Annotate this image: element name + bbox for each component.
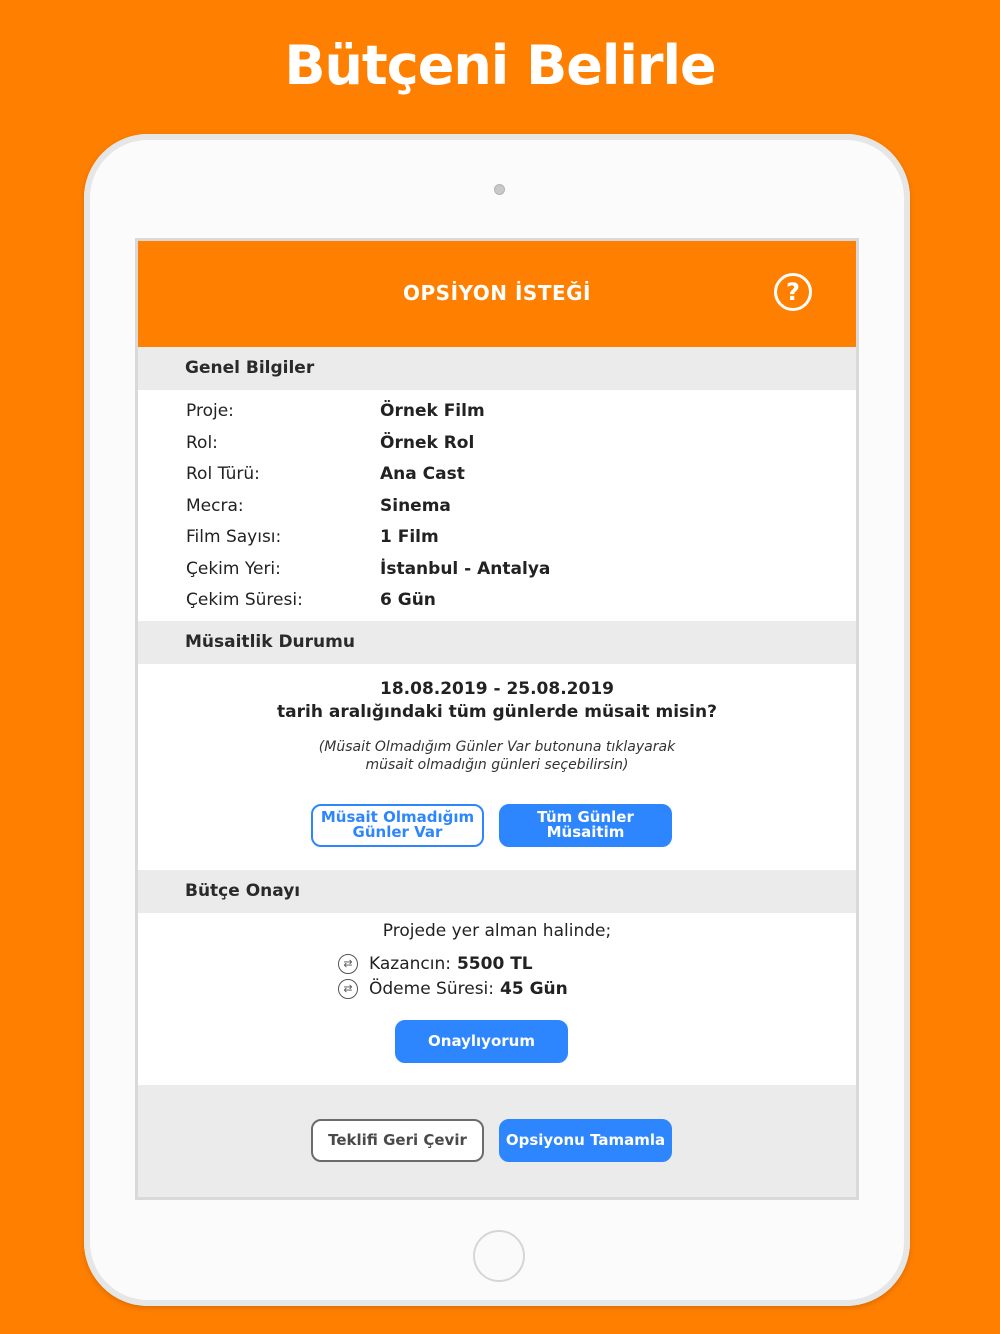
- promo-title: Bütçeni Belirle: [284, 34, 716, 97]
- button-label: Müsaitim: [546, 823, 625, 841]
- budget-intro: Projede yer alman halinde;: [382, 920, 612, 941]
- page-title: OPSİYON İSTEĞİ: [403, 281, 591, 305]
- earning-label: Kazancın:: [369, 953, 451, 974]
- app-screen: [135, 238, 859, 1200]
- info-value: Örnek Rol: [380, 432, 475, 453]
- info-row-duration: [138, 585, 856, 617]
- info-label: Çekim Süresi:: [186, 590, 303, 610]
- section-header-general: Genel Bilgiler: [138, 347, 856, 390]
- button-label: Günler Var: [352, 823, 443, 841]
- availability-question: tarih aralığındaki tüm günlerde müsait misin?: [277, 701, 717, 722]
- payment-line: [338, 979, 568, 999]
- exchange-icon: ⇄: [338, 954, 358, 974]
- payment-value: 45 Gün: [500, 978, 568, 999]
- info-label: Proje:: [186, 401, 234, 421]
- earning-line: [338, 954, 533, 974]
- reject-offer-button[interactable]: Teklifi Geri Çevir: [311, 1119, 484, 1162]
- date-range: 18.08.2019 - 25.08.2019: [380, 678, 614, 699]
- availability-note: [138, 738, 856, 774]
- note-line: (Müsait Olmadığım Günler Var butonuna tıklayarak: [318, 738, 676, 755]
- info-label: Mecra:: [186, 495, 244, 516]
- info-row-location: [138, 554, 856, 586]
- exchange-icon: ⇄: [338, 979, 358, 999]
- button-label: Müsait Olmadığım: [320, 808, 475, 826]
- info-value: Örnek Film: [380, 401, 485, 421]
- info-label: Çekim Yeri:: [186, 558, 281, 579]
- camera-dot: [494, 184, 505, 195]
- info-row-role: [138, 428, 856, 460]
- info-value: Sinema: [380, 495, 451, 516]
- footer-actions: [138, 1085, 856, 1201]
- info-label: Film Sayısı:: [186, 527, 282, 547]
- section-header-budget: Bütçe Onayı: [138, 870, 856, 913]
- top-bar: [138, 241, 856, 347]
- help-icon[interactable]: ?: [774, 273, 812, 311]
- info-value: Ana Cast: [380, 464, 465, 484]
- info-row-film-count: [138, 522, 856, 554]
- section-header-availability: Müsaitlik Durumu: [138, 621, 856, 664]
- note-line: müsait olmadığın günleri seçebilirsin): [365, 756, 629, 773]
- availability-panel: [138, 664, 856, 870]
- complete-option-button[interactable]: Opsiyonu Tamamla: [499, 1119, 672, 1162]
- home-button[interactable]: [473, 1230, 525, 1282]
- general-info-list: [138, 390, 856, 621]
- earning-value: 5500 TL: [456, 953, 533, 974]
- all-days-available-button[interactable]: [499, 804, 672, 847]
- info-value: 1 Film: [380, 527, 439, 547]
- payment-label: Ödeme Süresi:: [369, 978, 495, 999]
- approve-button[interactable]: Onaylıyorum: [395, 1020, 568, 1063]
- info-value: 6 Gün: [380, 590, 436, 610]
- info-row-role-type: [138, 459, 856, 491]
- info-label: Rol Türü:: [186, 464, 260, 484]
- info-row-project: [138, 396, 856, 428]
- tablet-frame: [84, 134, 910, 1306]
- info-value: İstanbul - Antalya: [380, 558, 551, 579]
- button-label: Tüm Günler: [537, 808, 634, 826]
- budget-panel: [138, 913, 856, 1085]
- unavailable-days-button[interactable]: [311, 804, 484, 847]
- info-row-medium: [138, 491, 856, 523]
- info-label: Rol:: [186, 432, 218, 453]
